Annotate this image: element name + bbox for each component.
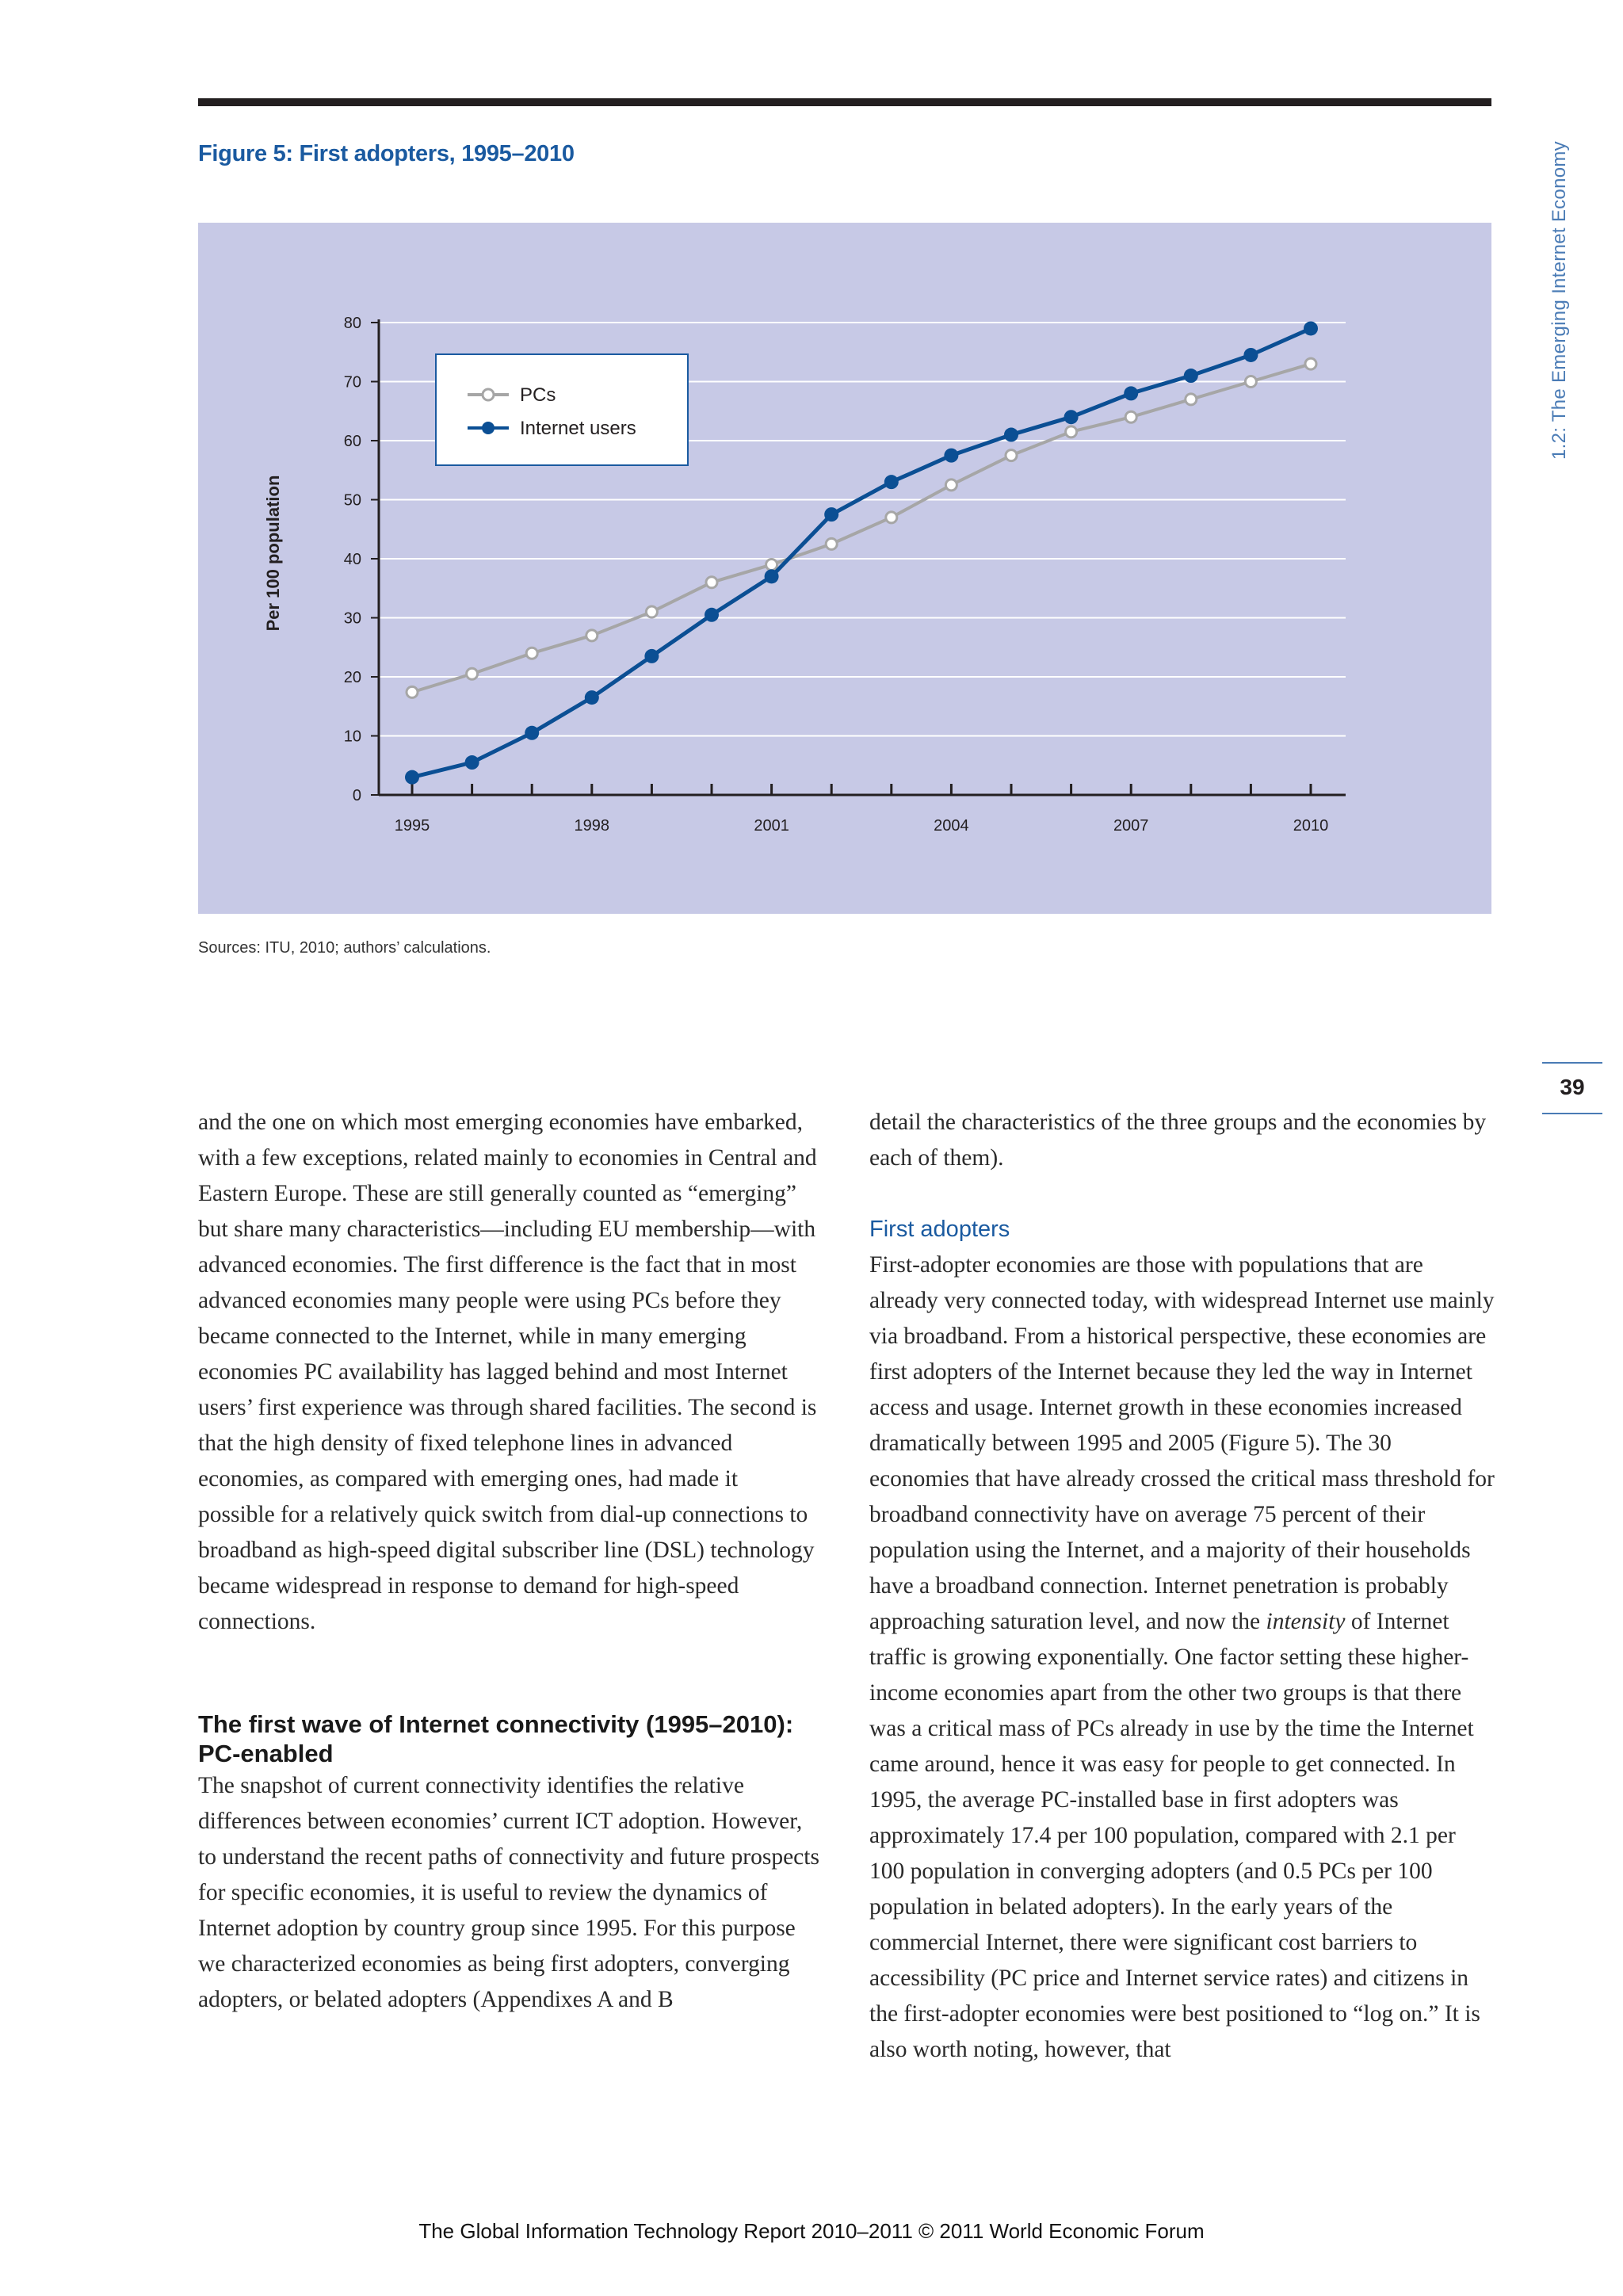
legend-label-internet: Internet users xyxy=(520,418,636,439)
data-point xyxy=(1184,369,1198,383)
x-tick-label: 2001 xyxy=(754,817,789,835)
x-tick-label: 1998 xyxy=(574,817,610,835)
data-point xyxy=(945,479,957,491)
data-point xyxy=(884,475,899,489)
x-tick-label: 2004 xyxy=(934,817,969,835)
section-heading: The first wave of Internet connectivity (1995–2010): PC-enabled xyxy=(198,1710,794,1767)
x-tick-labels xyxy=(395,817,1329,835)
legend-label-pcs: PCs xyxy=(520,384,556,406)
data-point xyxy=(886,512,897,523)
data-point xyxy=(465,755,479,770)
data-point xyxy=(405,770,419,785)
emphasis-text: intensity xyxy=(1266,1609,1346,1634)
data-point xyxy=(766,559,777,570)
legend-pcs-marker xyxy=(483,389,494,400)
data-point xyxy=(467,668,478,679)
data-point xyxy=(1186,394,1197,405)
data-point xyxy=(646,606,657,617)
data-point xyxy=(644,649,659,663)
y-tick-label: 70 xyxy=(343,373,361,392)
data-point xyxy=(1243,348,1258,362)
data-point xyxy=(1125,411,1136,422)
page-footer: The Global Information Technology Report 2010–2011 © 2011 World Economic Forum xyxy=(418,2219,1205,2243)
data-point xyxy=(765,569,779,583)
y-axis-label: Per 100 population xyxy=(263,475,283,632)
line-chart xyxy=(198,223,1491,914)
y-tick-label: 20 xyxy=(343,669,361,686)
data-point xyxy=(1245,376,1256,388)
body-text: First-adopter economies are those with populations that are already very connected today, with widespread Internet use mainly via broadband. From a historical perspective, these economies are first adopters of the Internet because they led the way in Internet access and usage. Internet growth in these economies increased dramatically between 1995 and 2005 (Figure 5). The 30 economies that have already crossed the critical mass threshold for broadband connectivity have on average 75 percent of their population using the Internet, and a majority of their households have a broadband connection. Internet penetration is probably approaching saturation level, and now the xyxy=(869,1252,1495,1634)
data-point xyxy=(586,630,598,641)
body-paragraph xyxy=(869,1247,1495,2068)
y-tick-label: 10 xyxy=(343,728,361,746)
legend-box xyxy=(436,354,688,465)
left-column xyxy=(198,1105,820,2018)
data-point xyxy=(706,577,717,588)
y-tick-label: 60 xyxy=(343,433,361,450)
page-number-rule-top xyxy=(1542,1062,1602,1064)
data-point xyxy=(1004,428,1018,442)
right-column xyxy=(869,1105,1495,2068)
data-point xyxy=(1305,358,1316,369)
chart-area xyxy=(198,223,1491,914)
body-paragraph: detail the characteristics of the three groups and the economies by each of them). xyxy=(869,1110,1487,1171)
section-running-title: 1.2: The Emerging Internet Economy xyxy=(1549,141,1570,460)
data-point xyxy=(705,608,719,622)
y-tick-label: 0 xyxy=(352,787,361,804)
y-tick-label: 50 xyxy=(343,491,361,510)
page-number-rule-bottom xyxy=(1542,1113,1602,1114)
data-point xyxy=(407,686,418,697)
y-tick-label: 40 xyxy=(343,551,361,568)
data-point xyxy=(585,690,599,705)
top-rule xyxy=(198,98,1491,106)
body-paragraph: The snapshot of current connectivity identifies the relative differences between economies’ current ICT adoption. However, to understand the recent paths of connectivity and future prospects for specific economies, it is useful to review the dynamics of Internet adoption by country group since 1995. For this purpose we characterized economies as being first adopters, converging adopters, or belated adopters (Appendixes A and B xyxy=(198,1773,819,2012)
data-point xyxy=(525,726,539,740)
data-point xyxy=(944,449,958,463)
page-number: 39 xyxy=(1560,1075,1585,1099)
body-text: of Internet traffic is growing exponentially. One factor setting these higher-income economies apart from the other two groups is that there was a critical mass of PCs already in use by the time the Internet came around, hence it was easy for people to get connected. In 1995, the average PC-installed base in first adopters was approximately 17.4 per 100 population, compared with 2.1 per 100 population in converging adopters (and 0.5 PCs per 100 population in belated adopters). In the early years of the commercial Internet, there were significant cost barriers to accessibility (PC price and Internet service rates) and citizens in the first-adopter economies were best positioned to “log on.” It is also worth noting, however, that xyxy=(869,1609,1480,2062)
x-tick-label: 1995 xyxy=(394,817,430,835)
y-tick-label: 30 xyxy=(343,609,361,628)
data-point xyxy=(1006,450,1017,461)
data-point xyxy=(1066,426,1077,437)
body-paragraph: and the one on which most emerging economies have embarked, with a few exceptions, related mainly to economies in Central and Eastern Europe. These are still generally counted as “emerging” but share many characteristics—including EU membership—with advanced economies. The first difference is the fact that in most advanced economies many people were using PCs before they became connected to the Internet, while in many emerging economies PC availability has lagged behind and most Internet users’ first experience was through shared facilities. The second is that the high density of fixed telephone lines in advanced economies, as compared with emerging ones, had made it possible for a relatively quick switch from dial-up connections to broadband as high-speed digital subscriber line (DSL) technology became widespread in response to demand for high-speed connections. xyxy=(198,1110,817,1634)
data-point xyxy=(824,507,838,521)
data-point xyxy=(1064,410,1079,424)
y-tick-label: 80 xyxy=(343,315,361,332)
legend xyxy=(436,354,688,465)
y-tick-labels xyxy=(344,315,361,804)
legend-internet-marker xyxy=(482,422,495,434)
data-point xyxy=(1124,386,1138,400)
x-tick-label: 2007 xyxy=(1113,817,1149,835)
figure-title: Figure 5: First adopters, 1995–2010 xyxy=(198,141,575,166)
data-point xyxy=(1304,321,1318,335)
data-point xyxy=(526,648,537,659)
data-point xyxy=(826,538,837,549)
figure-sources: Sources: ITU, 2010; authors’ calculations. xyxy=(198,939,491,957)
x-tick-label: 2010 xyxy=(1293,817,1329,835)
subsection-heading: First adopters xyxy=(869,1217,1010,1242)
